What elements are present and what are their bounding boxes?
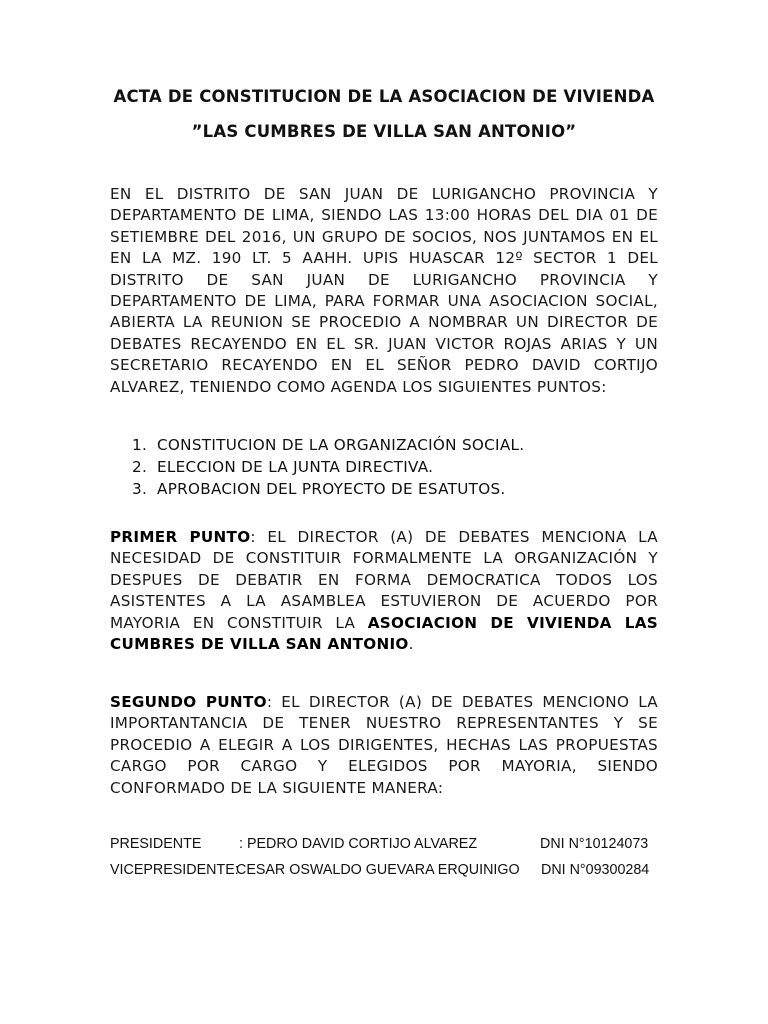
association-name-bold: ASOCIACION DE VIVIENDA LAS CUMBRES DE VILLA SAN ANTONIO [110,613,659,654]
agenda-item-text: ELECCION DE LA JUNTA DIRECTIVA. [157,458,434,476]
member-name: CESAR OSWALDO GUEVARA ERQUINIGO [236,862,520,878]
directiva-row-vicepresidente [110,862,670,884]
member-name: : PEDRO DAVID CORTIJO ALVAREZ [239,836,478,852]
association-name-title: ”LAS CUMBRES DE VILLA SAN ANTONIO” [191,122,577,141]
agenda-item-number: 3. [132,480,148,498]
primer-punto-label: PRIMER PUNTO [110,528,251,546]
segundo-punto-text: : EL DIRECTOR (A) DE DEBATES MENCIONO LA IMPORTANTANCIA DE TENER NUESTRO REPRESENTANTES Y SE PROCEDIO A ELEGIR A LOS DIRIGENTES, HECHAS LAS PROPUESTAS CARGO POR CARGO Y ELEGIDOS POR MAYORIA, SIENDO CONFORMADO DE LA SIGUIENTE MANERA: [110,693,658,797]
agenda-item-number: 1. [132,436,148,454]
agenda-item-text: APROBACION DEL PROYECTO DE ESATUTOS. [157,480,506,498]
segundo-punto-label: SEGUNDO PUNTO [110,693,267,711]
agenda-item-text: CONSTITUCION DE LA ORGANIZACIÓN SOCIAL. [157,436,525,454]
primer-punto-paragraph [110,527,658,655]
role-label: VICEPRESIDENTE: [110,862,239,878]
document-title: ACTA DE CONSTITUCION DE LA ASOCIACION DE VIVIENDA [113,87,655,106]
directiva-row-presidente [110,836,670,858]
intro-paragraph: EN EL DISTRITO DE SAN JUAN DE LURIGANCHO PROVINCIA Y DEPARTAMENTO DE LIMA, SIENDO LAS 13:00 HORAS DEL DIA 01 DE SETIEMBRE DEL 2016, UN GRUPO DE SOCIOS, NOS JUNTAMOS EN EL EN LA MZ. 190 LT. 5 AAHH. UPIS HUASCAR 12º SECTOR 1 DEL DISTRITO DE SAN JUAN DE LURIGANCHO PROVINCIA Y DEPARTAMENTO DE LIMA, PARA FORMAR UNA ASOCIACION SOCIAL, ABIERTA LA REUNION SE PROCEDIO A NOMBRAR UN DIRECTOR DE DEBATES RECAYENDO EN EL SR. JUAN VICTOR ROJAS ARIAS Y UN SECRETARIO RECAYENDO EN EL SEÑOR PEDRO DAVID CORTIJO ALVAREZ, TENIENDO COMO AGENDA LOS SIGUIENTES PUNTOS: [110,185,658,396]
member-dni: DNI N°10124073 [540,836,649,852]
agenda-item [132,456,524,478]
role-label: PRESIDENTE [110,836,202,852]
agenda-item [132,478,524,500]
agenda-list [132,434,524,500]
member-dni: DNI N°09300284 [541,862,650,878]
agenda-item [132,434,524,456]
segundo-punto-paragraph [110,692,658,799]
agenda-item-number: 2. [132,458,148,476]
primer-punto-end: . [408,635,414,654]
primer-punto-text: : EL DIRECTOR (A) DE DEBATES MENCIONA LA NECESIDAD DE CONSTITUIR FORMALMENTE LA ORGANIZACIÓN Y DESPUES DE DEBATIR EN FORMA DEMOCRATICA TODOS LOS ASISTENTES A LA ASAMBLEA ESTUVIERON DE ACUERDO POR MAYORIA EN CONSTITUIR LA [110,528,658,632]
